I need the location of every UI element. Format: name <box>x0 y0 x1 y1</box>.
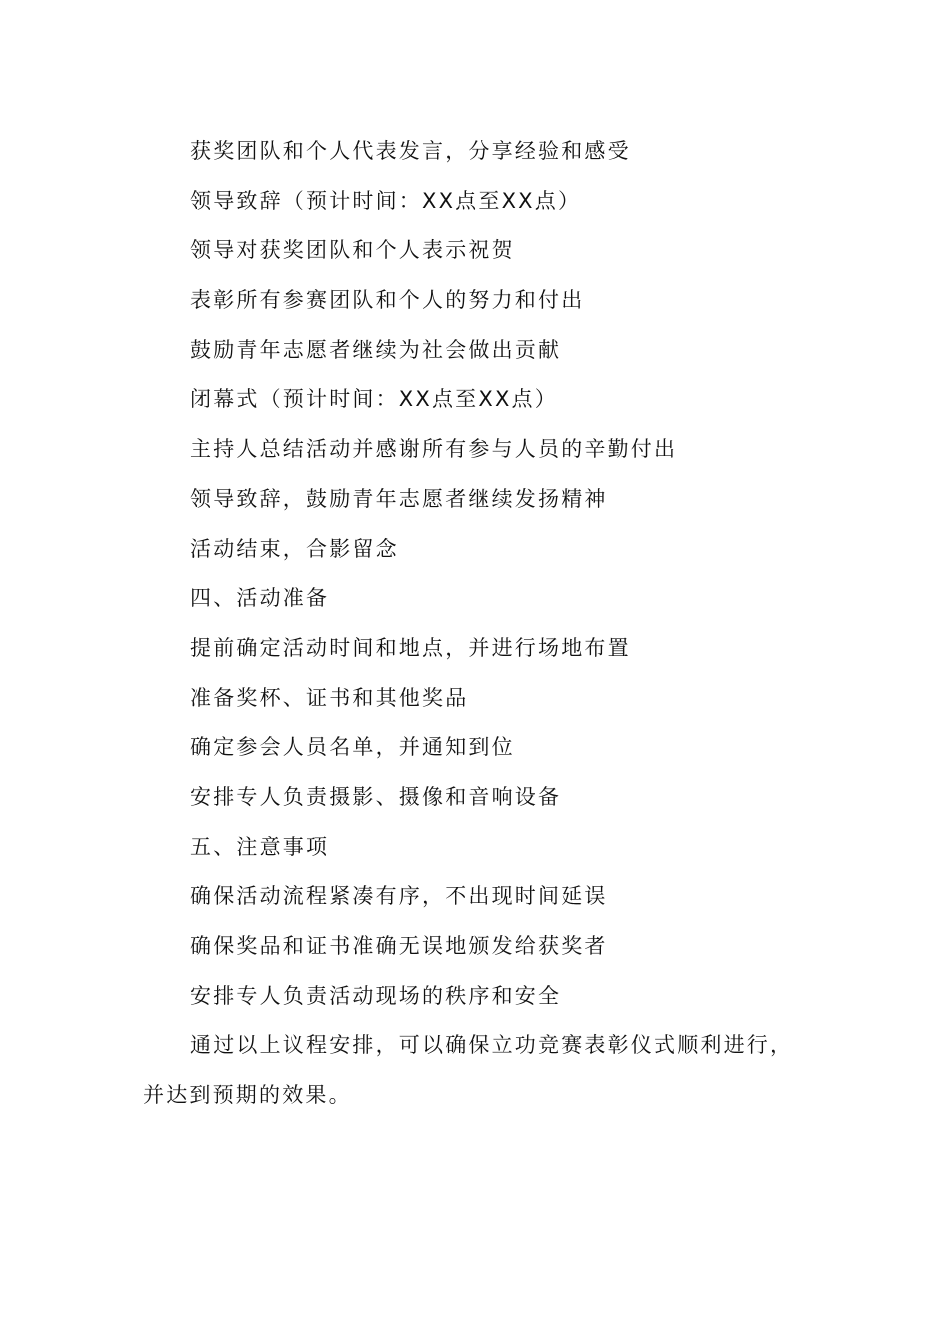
agenda-line: 鼓励青年志愿者继续为社会做出贡献 <box>190 337 562 362</box>
notice-line: 确保活动流程紧凑有序，不出现时间延误 <box>190 884 608 909</box>
agenda-line: 表彰所有参赛团队和个人的努力和付出 <box>190 288 585 313</box>
agenda-line: 闭幕式（预计时间：XX点至XX点） <box>190 387 558 412</box>
section-heading: 四、活动准备 <box>190 586 330 611</box>
agenda-line: 领导对获奖团队和个人表示祝贺 <box>190 238 515 263</box>
agenda-line: 领导致辞（预计时间：XX点至XX点） <box>190 188 582 213</box>
agenda-line: 主持人总结活动并感谢所有参与人员的辛勤付出 <box>190 437 678 462</box>
preparation-line: 安排专人负责摄影、摄像和音响设备 <box>190 784 562 809</box>
preparation-line: 准备奖杯、证书和其他奖品 <box>190 685 469 710</box>
agenda-line: 活动结束，合影留念 <box>190 536 399 561</box>
document-body <box>143 133 813 1121</box>
agenda-line: 获奖团队和个人代表发言，分享经验和感受 <box>190 139 631 163</box>
notice-line: 确保奖品和证书准确无误地颁发给获奖者 <box>190 934 608 958</box>
preparation-line: 确定参会人员名单，并通知到位 <box>190 735 515 760</box>
preparation-line: 提前确定活动时间和地点，并进行场地布置 <box>190 635 631 660</box>
closing-paragraph: 通过以上议程安排，可以确保立功竞赛表彰仪式顺利进行，并达到预期的效果。 <box>143 1033 794 1108</box>
section-heading: 五、注意事项 <box>190 834 330 859</box>
agenda-line: 领导致辞，鼓励青年志愿者继续发扬精神 <box>190 486 608 511</box>
notice-line: 安排专人负责活动现场的秩序和安全 <box>190 983 562 1008</box>
